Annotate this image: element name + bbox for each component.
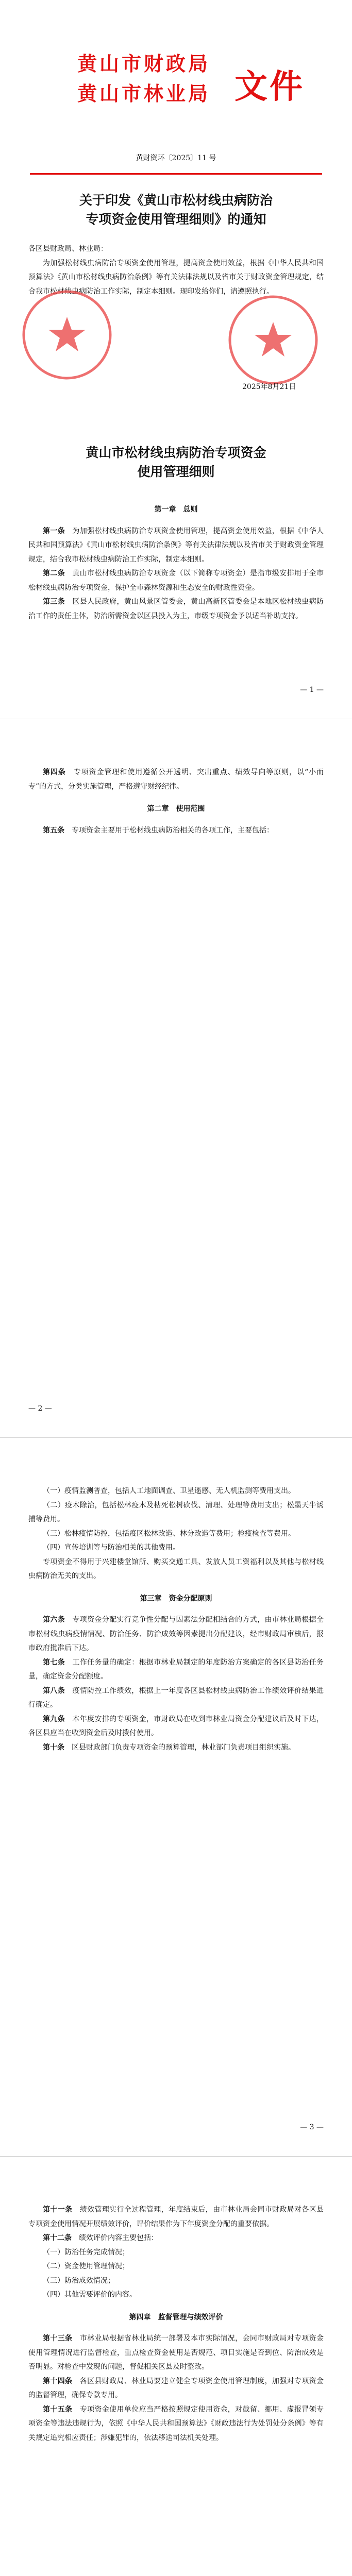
article-10: 第十条 区县财政部门负责专项资金的预算管理，林业部门负责项目组织实施。 [43, 1743, 295, 1752]
chapter-1-heading: 第一章 总则 [154, 505, 198, 514]
regulation-body-1 [28, 495, 324, 623]
article-1: 第一条 为加强松材线虫病防治专项资金使用管理，提高资金使用效益，根据《中华人民共和国预算法》《黄山市松材线虫病防治条例》等有关法律法规以及省市关于财政资金管理规定，结合我市松材线虫病防治工作实际，制定本细则。 [28, 527, 324, 564]
notice-paragraph: 为加强松材线虫病防治专项资金使用管理，提高资金使用效益，根据《中华人民共和国预算法》《黄山市松材线虫病防治条例》等有关法律法规以及省市关于财政资金管理规定，结合我市松材线虫病防治工作实际，制定本细则。现印发给你们，请遵照执行。 [28, 259, 324, 296]
issue-date: 2025年8月21日 [242, 383, 296, 391]
list-item: （三）松林疫情防控，包括疫区松林改造、林分改造等费用；检疫检查等费用。 [43, 1529, 295, 1538]
article-13: 第十三条 市林业局根据省林业局统一部署及本市实际情况，会同市财政局对专项资金使用管理情况进行监督检查，重点检查资金使用是否规范、项目实施是否到位、防治成效是否明显。对检查中发现的问题，督促相关区县及时整改。 [28, 2334, 324, 2371]
finance-seal-icon [21, 289, 113, 381]
list-item: （四）其他需要评价的内容。 [43, 2291, 137, 2299]
page-number: — 2 — [28, 1404, 52, 1413]
org-name-forestry: 黄山市林业局 [77, 82, 211, 105]
chapter-4-heading: 第四章 监督管理与绩效评价 [129, 2313, 223, 2321]
page-1 [0, 0, 352, 719]
list-item: （四）宣传培训等与防治相关的其他费用。 [43, 1544, 180, 1552]
page-number: — 1 — [300, 686, 324, 694]
list-item: （二）资金使用管理情况； [43, 2262, 129, 2270]
usage-restriction: 专项资金不得用于兴建楼堂馆所、购买交通工具、发放人员工资福利以及其他与松材线虫病防治无关的支出。 [28, 1557, 324, 1580]
forestry-seal-icon [227, 294, 320, 386]
article-8: 第八条 疫情防控工作绩效，根据上一年度各区县松材线虫病防治工作绩效评价结果进行确定。 [28, 1686, 324, 1709]
article-4: 第四条 专项资金管理和使用遵循公开透明、突出重点、绩效导向等原则，以“小而专”的方式，分类实施管理，严格遵守财经纪律。 [28, 768, 324, 791]
page-3 [0, 1437, 352, 2156]
article-2: 第二条 黄山市松材线虫病防治专项资金（以下简称专项资金）是指市级安排用于全市松材线虫病防治专项资金，保护全市森林资源和生态安全的财政性资金。 [28, 569, 324, 592]
red-divider [30, 173, 322, 175]
chapter-3-heading: 第三章 资金分配原则 [140, 1594, 212, 1603]
article-7: 第七条 工作任务量的确定：根据市林业局制定的年度防治方案确定的各区县防治任务量，确定资金分配额度。 [28, 1658, 324, 1681]
notice-title: 关于印发《黄山市松材线虫病防治 专项资金使用管理细则》的通知 [79, 193, 273, 227]
regulation-title: 黄山市松材线虫病防治专项资金 使用管理细则 [86, 445, 266, 479]
notice-recipients: 各区县财政局、林业局： [28, 245, 108, 253]
list-item: （一）防治任务完成情况； [43, 2248, 129, 2257]
page-4 [0, 2156, 352, 2576]
article-9: 第九条 本年度安排的专项资金，市财政局在收到市林业局资金分配建议后及时下达，各区县应当在收到资金后及时拨付使用。 [28, 1715, 324, 1737]
org-name-finance: 黄山市财政局 [77, 53, 211, 75]
article-14: 第十四条 各区县财政局、林业局要建立健全专项资金使用管理制度，加强对专项资金的监督管理，确保专款专用。 [28, 2377, 324, 2399]
regulation-body-2 [28, 766, 324, 838]
article-15: 第十五条 专项资金使用单位应当严格按照规定使用资金，对截留、挪用、虚报冒领专项资金等违法违规行为，依照《中华人民共和国预算法》《财政违法行为处罚处分条例》等有关规定追究相应责任；涉嫌犯罪的，依法移送司法机关处理。 [28, 2405, 324, 2442]
article-12: 第十二条 绩效评价内容主要包括： [43, 2234, 158, 2242]
regulation-body-4 [28, 2203, 324, 2445]
document-header [0, 49, 352, 121]
list-item: （一）疫情监测普查，包括人工地面调查、卫星遥感、无人机监测等费用支出。 [43, 1487, 295, 1495]
list-item: （二）疫木除治，包括松林疫木及枯死松树砍伐、清理、处理等费用支出；松墨天牛诱捕等费用。 [28, 1501, 324, 1523]
article-11: 第十一条 绩效管理实行全过程管理，年度结束后，由市林业局会同市财政局对各区县专项资金使用情况开展绩效评价，评价结果作为下年度资金分配的重要依据。 [28, 2206, 324, 2228]
article-3: 第三条 区县人民政府，黄山风景区管委会，黄山高新区管委会是本地区松材线虫病防治工作的责任主体，防治所需资金以区县投入为主，市级专项资金予以适当补助支持。 [28, 598, 324, 620]
issuing-organizations [77, 49, 210, 109]
chapter-2-heading: 第二章 使用范围 [147, 805, 205, 813]
page-number: — 3 — [300, 2123, 324, 2131]
article-5: 第五条 专项资金主要用于松材线虫病防治相关的各项工作，主要包括： [43, 826, 274, 835]
page-2 [0, 719, 352, 1437]
regulation-body-3 [28, 1484, 324, 1755]
document-number: 黄财资环〔2025〕11 号 [136, 154, 216, 162]
article-6: 第六条 专项资金分配实行竞争性分配与因素法分配相结合的方式，由市林业局根据全市松材线虫病疫情情况、防治任务、防治成效等因素提出分配建议，经市财政局审核后，报市政府批准后下达。 [28, 1616, 324, 1652]
list-item: （三）防治成效情况； [43, 2276, 115, 2285]
document-label: 文件 [234, 68, 305, 106]
